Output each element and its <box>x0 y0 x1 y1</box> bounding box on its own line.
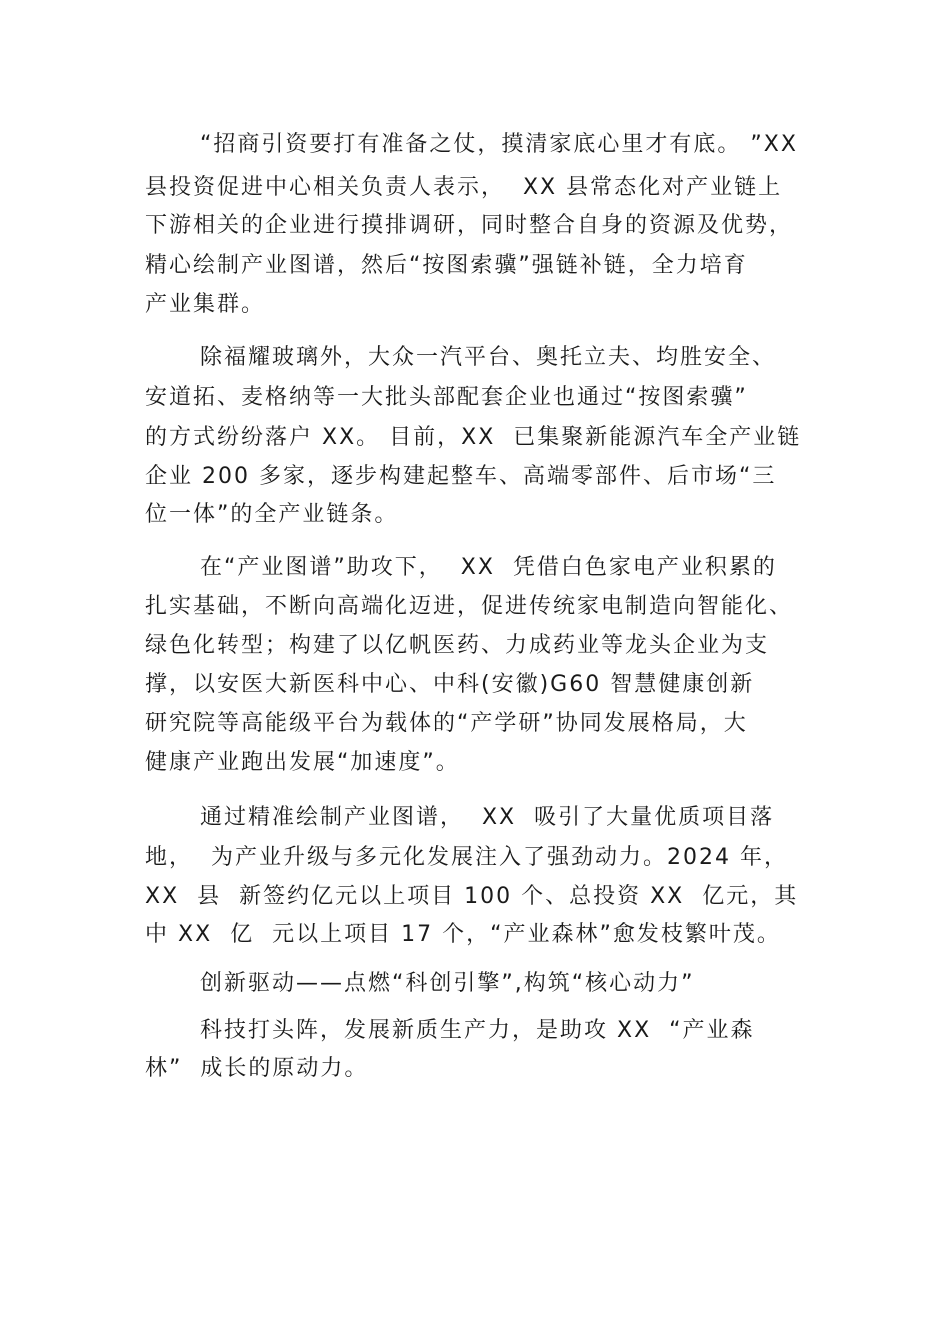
paragraph-line: 在“产业图谱”助攻下， XX 凭借白色家电产业积累的 <box>200 555 777 580</box>
paragraph-line: 地， 为产业升级与多元化发展注入了强劲动力。2024 年， <box>145 845 788 870</box>
paragraph-line: 除福耀玻璃外，大众一汽平台、奥托立夫、均胜安全、 <box>200 345 777 370</box>
heading-line: 创新驱动——点燃“科创引擎”,构筑“核心动力” <box>200 971 695 996</box>
paragraph-line: 绿色化转型；构建了以亿帆医药、力成药业等龙头企业为支 <box>145 633 770 658</box>
paragraph-line: 通过精准绘制产业图谱， XX 吸引了大量优质项目落 <box>200 805 775 830</box>
paragraph-line: 扎实基础，不断向高端化迈进，促进传统家电制造向智能化、 <box>145 594 794 619</box>
paragraph-line: 健康产业跑出发展“加速度”。 <box>145 750 460 775</box>
paragraph-line: 中 XX 亿 元以上项目 17 个，“产业森林”愈发枝繁叶茂。 <box>145 922 781 947</box>
paragraph-line: “招商引资要打有准备之仗，摸清家底心里才有底。 ”XX <box>200 132 798 157</box>
paragraph-line: 撑，以安医大新医科中心、中科(安徽)G60 智慧健康创新 <box>145 672 755 697</box>
paragraph-line: 下游相关的企业进行摸排调研，同时整合自身的资源及优势， <box>145 213 794 238</box>
paragraph-line: 科技打头阵，发展新质生产力，是助攻 XX “产业森 <box>200 1018 755 1043</box>
paragraph-line: XX 县 新签约亿元以上项目 100 个、总投资 XX 亿元，其 <box>145 884 799 909</box>
paragraph-line: 精心绘制产业图谱，然后“按图索骥”强链补链，全力培育 <box>145 253 748 278</box>
paragraph-line: 的方式纷纷落户 XX。 目前，XX 已集聚新能源汽车全产业链 <box>145 425 802 450</box>
paragraph-line: 位一体”的全产业链条。 <box>145 502 399 527</box>
paragraph-line: 研究院等高能级平台为载体的“产学研”协同发展格局，大 <box>145 711 748 736</box>
paragraph-line: 企业 200 多家，逐步构建起整车、高端零部件、后市场“三 <box>145 464 777 489</box>
paragraph-line: 县投资促进中心相关负责人表示， XX 县常态化对产业链上 <box>145 175 783 200</box>
paragraph-line: 产业集群。 <box>145 292 266 317</box>
paragraph-line: 安道拓、麦格纳等一大批头部配套企业也通过“按图索骥” <box>145 385 748 410</box>
paragraph-line: 林” 成长的原动力。 <box>145 1056 369 1081</box>
